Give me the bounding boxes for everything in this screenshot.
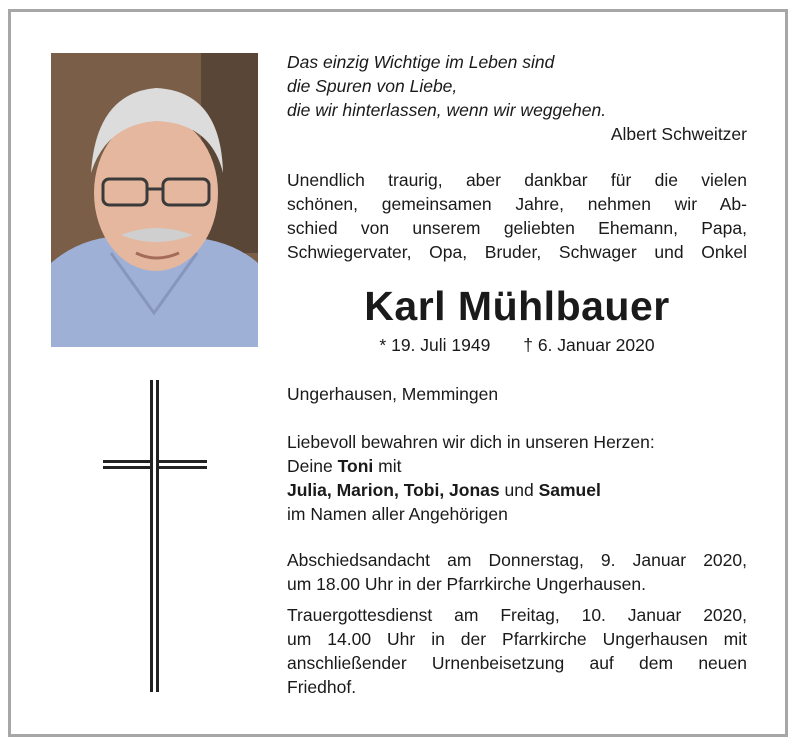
family-block (287, 430, 747, 526)
child-samuel: Samuel (538, 480, 601, 500)
spouse-name: Toni (337, 456, 374, 476)
service-announcement-1 (287, 548, 747, 596)
family-closing: im Namen aller Angehörigen (287, 504, 508, 524)
intro-line: schönen, gemeinsamen Jahre, nehmen wir Ab- (287, 194, 747, 214)
intro-line: Unendlich traurig, aber dankbar für die vielen (287, 170, 747, 190)
birth-date: * 19. Juli 1949 (379, 335, 491, 355)
intro-line: schied von unserem geliebten Ehemann, Papa, (287, 218, 747, 238)
quote-line: die Spuren von Liebe, (287, 76, 458, 96)
cross-icon (103, 380, 207, 692)
service-announcement-2 (287, 603, 747, 699)
death-date: † 6. Januar 2020 (523, 335, 655, 355)
family-spouse-line (287, 454, 747, 478)
family-intro: Liebevoll bewahren wir dich in unseren Herzen: (287, 432, 655, 452)
intro-text (287, 168, 747, 264)
service2-line: Friedhof. (287, 677, 357, 697)
service2-line: anschließender Urnenbeisetzung auf dem neuen (287, 653, 747, 673)
place-text: Ungerhausen, Memmingen (287, 384, 499, 404)
quote-line: die wir hinterlassen, wenn wir weggehen. (287, 100, 607, 120)
service1-line: um 18.00 Uhr in der Pfarrkirche Ungerhausen. (287, 574, 646, 594)
deceased-name: Karl Mühlbauer (364, 283, 670, 329)
children-names: Julia, Marion, Tobi, Jonas (287, 480, 500, 500)
portrait-photo (51, 53, 258, 347)
quote-line: Das einzig Wichtige im Leben sind (287, 52, 555, 72)
intro-line: Schwiegervater, Opa, Bruder, Schwager und Onkel (287, 242, 747, 262)
quote-block (287, 50, 747, 146)
family-mit: mit (378, 456, 402, 476)
family-und: und (504, 480, 534, 500)
family-children-line (287, 478, 747, 502)
service2-line: Trauergottesdienst am Freitag, 10. Januar 2020, (287, 605, 747, 625)
service1-line: Abschiedsandacht am Donnerstag, 9. Januar 2020, (287, 550, 747, 570)
life-dates (287, 335, 747, 356)
family-deine: Deine (287, 456, 333, 476)
quote-author: Albert Schweitzer (610, 124, 747, 144)
service2-line: um 14.00 Uhr in der Pfarrkirche Ungerhausen mit (287, 629, 747, 649)
